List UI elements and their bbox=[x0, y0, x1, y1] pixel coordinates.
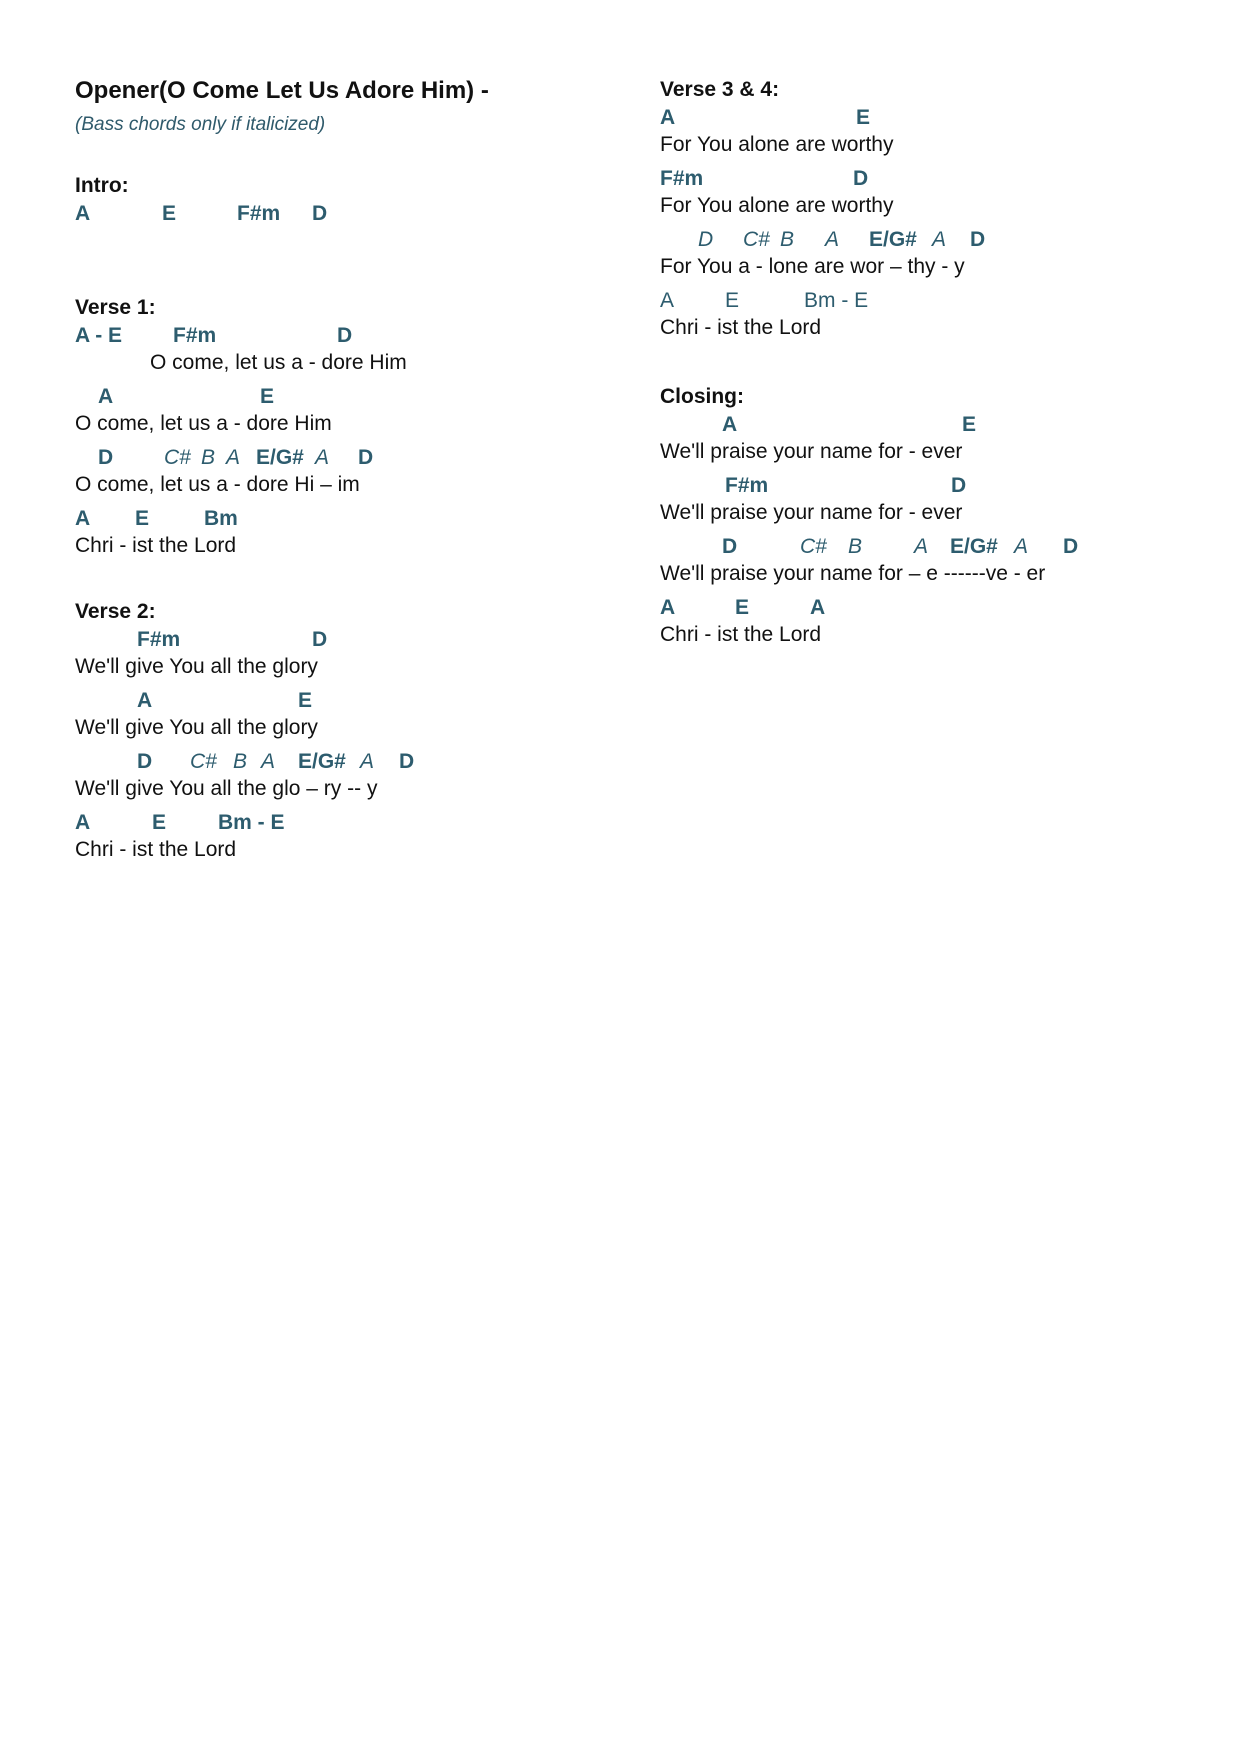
chord-row bbox=[660, 474, 1220, 500]
chord: D bbox=[337, 324, 353, 347]
chord: E bbox=[856, 106, 871, 129]
chord: A bbox=[75, 507, 91, 530]
chord: E bbox=[135, 507, 150, 530]
chord: E bbox=[152, 811, 167, 834]
song-subtitle-note: (Bass chords only if italicized) bbox=[75, 114, 326, 135]
chord: A bbox=[660, 289, 675, 312]
lyric-line: Chri - ist the Lord bbox=[660, 316, 822, 339]
chord: A bbox=[315, 446, 330, 469]
chord: E bbox=[298, 689, 313, 712]
chord: D bbox=[698, 228, 714, 251]
chord-row bbox=[660, 228, 1220, 254]
chord-row bbox=[75, 628, 635, 654]
chord: E bbox=[725, 289, 740, 312]
section-heading: Verse 1: bbox=[75, 296, 156, 319]
lyric-line: For You alone are worthy bbox=[660, 194, 894, 217]
chord: Bm - E bbox=[804, 289, 869, 312]
chord: D bbox=[399, 750, 415, 773]
chord-row bbox=[75, 689, 635, 715]
lyric-line: Chri - ist the Lord bbox=[660, 623, 822, 646]
chord: A bbox=[75, 202, 91, 225]
chord: E/G# bbox=[869, 228, 917, 251]
chord: D bbox=[358, 446, 374, 469]
chord: E/G# bbox=[950, 535, 998, 558]
chord: E bbox=[260, 385, 275, 408]
chord: A bbox=[1014, 535, 1029, 558]
chord: E bbox=[962, 413, 977, 436]
chord: A bbox=[932, 228, 947, 251]
lyric-line: For You alone are worthy bbox=[660, 133, 894, 156]
chord: D bbox=[853, 167, 869, 190]
lyric-line: We'll praise your name for - ever bbox=[660, 501, 963, 524]
section-heading: Closing: bbox=[660, 385, 744, 408]
chord-row bbox=[660, 535, 1220, 561]
chord-row bbox=[75, 507, 635, 533]
chord: F#m bbox=[137, 628, 181, 651]
lyric-line: We'll give You all the glo – ry -- y bbox=[75, 777, 378, 800]
chord: E/G# bbox=[298, 750, 346, 773]
chord: A bbox=[75, 811, 91, 834]
chord-row bbox=[75, 750, 635, 776]
chord: A bbox=[810, 596, 826, 619]
chord: B bbox=[233, 750, 248, 773]
chord: A bbox=[722, 413, 738, 436]
chord-row bbox=[660, 167, 1220, 193]
chord: B bbox=[848, 535, 863, 558]
lyric-line: Chri - ist the Lord bbox=[75, 534, 237, 557]
chord: A bbox=[825, 228, 840, 251]
chord: D bbox=[98, 446, 114, 469]
chord-row bbox=[660, 596, 1220, 622]
chord: D bbox=[312, 628, 328, 651]
chord: Bm - E bbox=[218, 811, 285, 834]
chord: A bbox=[914, 535, 929, 558]
lyric-line: For You a - lone are wor – thy - y bbox=[660, 255, 965, 278]
chord-row bbox=[75, 446, 635, 472]
chord: F#m bbox=[173, 324, 217, 347]
chord: F#m bbox=[237, 202, 281, 225]
lyric-line: We'll give You all the glory bbox=[75, 716, 318, 739]
chord: D bbox=[312, 202, 328, 225]
chord: C# bbox=[743, 228, 770, 251]
chord: D bbox=[137, 750, 153, 773]
chord: A bbox=[137, 689, 153, 712]
lyric-line: Chri - ist the Lord bbox=[75, 838, 237, 861]
chord: D bbox=[970, 228, 986, 251]
chord-row bbox=[660, 289, 1220, 315]
chord-row bbox=[75, 324, 635, 350]
chord: A - E bbox=[75, 324, 123, 347]
chord-row bbox=[75, 811, 635, 837]
chord: A bbox=[226, 446, 241, 469]
chord: F#m bbox=[725, 474, 769, 497]
chord-row bbox=[75, 202, 635, 228]
lyric-line: We'll praise your name for – e ------ve - er bbox=[660, 562, 1046, 585]
lyric-line: O come, let us a - dore Hi – im bbox=[75, 473, 360, 496]
chord: D bbox=[722, 535, 738, 558]
chord-row bbox=[75, 385, 635, 411]
chord-row bbox=[660, 413, 1220, 439]
chord: B bbox=[201, 446, 216, 469]
chord: A bbox=[261, 750, 276, 773]
chord: E/G# bbox=[256, 446, 304, 469]
lyric-line: We'll give You all the glory bbox=[75, 655, 318, 678]
chord: E bbox=[735, 596, 750, 619]
chord: F#m bbox=[660, 167, 704, 190]
chord: B bbox=[780, 228, 795, 251]
lyric-line: O come, let us a - dore Him bbox=[75, 412, 332, 435]
section-heading: Verse 3 & 4: bbox=[660, 78, 780, 101]
chord: D bbox=[951, 474, 967, 497]
chord: D bbox=[1063, 535, 1079, 558]
chord: E bbox=[162, 202, 177, 225]
song-title: Opener(O Come Let Us Adore Him) - bbox=[75, 77, 489, 104]
chord: A bbox=[660, 596, 676, 619]
lyric-line: O come, let us a - dore Him bbox=[150, 351, 407, 374]
chord: C# bbox=[164, 446, 191, 469]
lyric-line: We'll praise your name for - ever bbox=[660, 440, 963, 463]
chord: Bm bbox=[204, 507, 238, 530]
section-heading: Intro: bbox=[75, 174, 129, 197]
section-heading: Verse 2: bbox=[75, 600, 156, 623]
chord: A bbox=[660, 106, 676, 129]
chord: C# bbox=[800, 535, 827, 558]
chord: A bbox=[360, 750, 375, 773]
chord: A bbox=[98, 385, 114, 408]
chord-row bbox=[660, 106, 1220, 132]
chord: C# bbox=[190, 750, 217, 773]
